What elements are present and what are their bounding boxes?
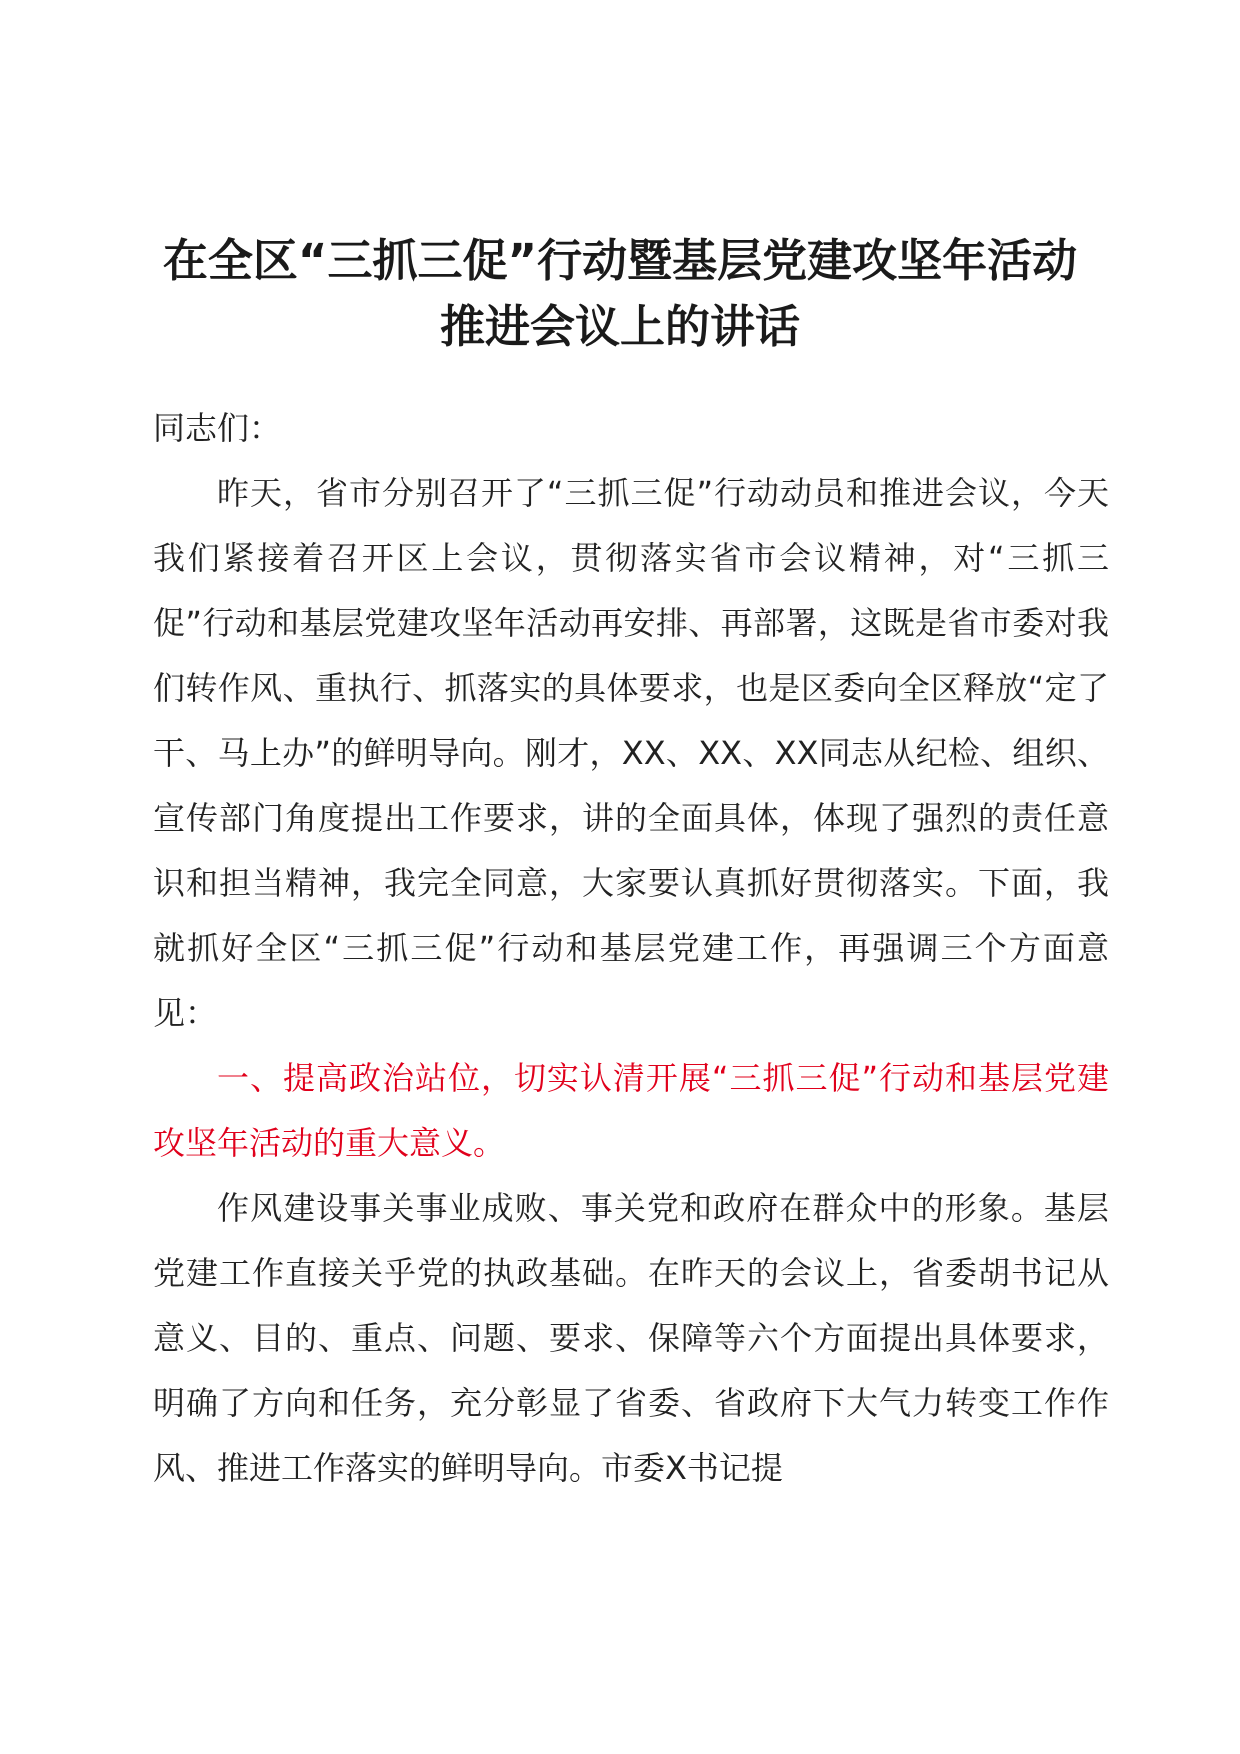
paragraph-section-1: 作风建设事关事业成败、事关党和政府在群众中的形象。基层党建工作直接关乎党的执政基础。在昨天的会议上，省委胡书记从意义、目的、重点、问题、要求、保障等六个方面提出具体要求，明确了方向和任务，充分彰显了省委、省政府下大气力转变工作作风、推进工作落实的鲜明导向。市委X书记提: [153, 1189, 1109, 1487]
document-body: [153, 396, 1109, 1501]
section-heading-1: 一、提高政治站位，切实认清开展“三抓三促”行动和基层党建攻坚年活动的重大意义。: [153, 1059, 1109, 1162]
document-title: 在全区“三抓三促”行动暨基层党建攻坚年活动推进会议上的讲话: [162, 234, 1078, 353]
salutation: 同志们：: [153, 409, 282, 447]
paragraph-opening: 昨天，省市分别召开了“三抓三促”行动动员和推进会议，今天我们紧接着召开区上会议，贯彻落实省市会议精神，对“三抓三促”行动和基层党建攻坚年活动再安排、再部署，这既是省市委对我们转作风、重执行、抓落实的具体要求，也是区委向全区释放“定了干、马上办”的鲜明导向。刚才，XX、XX、XX同志从纪检、组织、宣传部门角度提出工作要求，讲的全面具体，体现了强烈的责任意识和担当精神，我完全同意，大家要认真抓好贯彻落实。下面，我就抓好全区“三抓三促”行动和基层党建工作，再强调三个方面意见：: [153, 474, 1109, 1032]
